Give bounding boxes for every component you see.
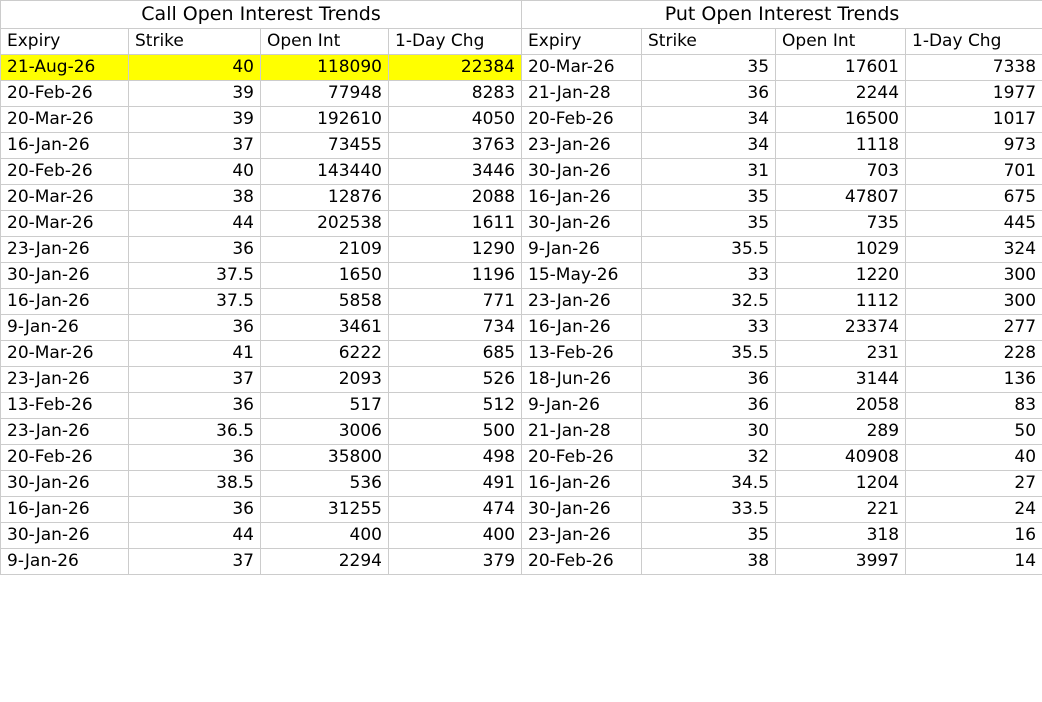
call-cell-expiry: 20-Mar-26: [1, 107, 129, 133]
put-cell-open_int: 1204: [776, 471, 906, 497]
call-cell-chg: 2088: [389, 185, 522, 211]
put-cell-expiry: 23-Jan-26: [522, 133, 642, 159]
call-cell-strike: 40: [129, 159, 261, 185]
call-cell-chg: 1196: [389, 263, 522, 289]
table-row[interactable]: [1, 133, 1042, 159]
put-cell-chg: 324: [906, 237, 1042, 263]
call-cell-expiry: 20-Mar-26: [1, 211, 129, 237]
put-cell-expiry: 30-Jan-26: [522, 497, 642, 523]
put-cell-open_int: 3144: [776, 367, 906, 393]
call-cell-chg: 1290: [389, 237, 522, 263]
put-cell-chg: 27: [906, 471, 1042, 497]
put-col-open-int[interactable]: Open Int: [776, 29, 906, 55]
put-cell-chg: 24: [906, 497, 1042, 523]
put-cell-expiry: 18-Jun-26: [522, 367, 642, 393]
call-cell-strike: 36.5: [129, 419, 261, 445]
put-cell-strike: 36: [642, 367, 776, 393]
table-row[interactable]: [1, 497, 1042, 523]
call-cell-open_int: 35800: [261, 445, 389, 471]
call-cell-open_int: 3461: [261, 315, 389, 341]
put-cell-expiry: 9-Jan-26: [522, 237, 642, 263]
call-cell-chg: 3763: [389, 133, 522, 159]
put-col-expiry[interactable]: Expiry: [522, 29, 642, 55]
table-body: [1, 55, 1042, 575]
put-cell-strike: 33.5: [642, 497, 776, 523]
call-cell-open_int: 2294: [261, 549, 389, 575]
put-cell-open_int: 289: [776, 419, 906, 445]
call-cell-chg: 400: [389, 523, 522, 549]
put-cell-expiry: 20-Feb-26: [522, 549, 642, 575]
put-cell-open_int: 318: [776, 523, 906, 549]
put-cell-chg: 1977: [906, 81, 1042, 107]
table-row[interactable]: [1, 55, 1042, 81]
call-cell-chg: 526: [389, 367, 522, 393]
call-cell-strike: 37: [129, 133, 261, 159]
put-cell-open_int: 1118: [776, 133, 906, 159]
put-cell-chg: 277: [906, 315, 1042, 341]
put-cell-open_int: 221: [776, 497, 906, 523]
call-cell-strike: 37.5: [129, 289, 261, 315]
call-cell-strike: 37: [129, 367, 261, 393]
call-cell-strike: 37: [129, 549, 261, 575]
table-row[interactable]: [1, 237, 1042, 263]
call-cell-expiry: 16-Jan-26: [1, 289, 129, 315]
put-cell-chg: 701: [906, 159, 1042, 185]
call-cell-strike: 40: [129, 55, 261, 81]
put-cell-open_int: 3997: [776, 549, 906, 575]
put-cell-strike: 35.5: [642, 341, 776, 367]
table-row[interactable]: [1, 549, 1042, 575]
put-cell-open_int: 1220: [776, 263, 906, 289]
put-cell-strike: 34.5: [642, 471, 776, 497]
call-cell-strike: 44: [129, 523, 261, 549]
put-cell-open_int: 1029: [776, 237, 906, 263]
call-cell-chg: 4050: [389, 107, 522, 133]
call-cell-open_int: 2109: [261, 237, 389, 263]
call-cell-chg: 734: [389, 315, 522, 341]
put-cell-expiry: 23-Jan-26: [522, 289, 642, 315]
table-row[interactable]: [1, 81, 1042, 107]
put-cell-open_int: 23374: [776, 315, 906, 341]
call-cell-expiry: 20-Feb-26: [1, 445, 129, 471]
call-cell-open_int: 2093: [261, 367, 389, 393]
table-row[interactable]: [1, 419, 1042, 445]
call-col-strike[interactable]: Strike: [129, 29, 261, 55]
call-cell-chg: 685: [389, 341, 522, 367]
call-cell-expiry: 20-Mar-26: [1, 341, 129, 367]
call-cell-expiry: 30-Jan-26: [1, 471, 129, 497]
call-cell-open_int: 517: [261, 393, 389, 419]
call-cell-strike: 38: [129, 185, 261, 211]
put-cell-strike: 35: [642, 185, 776, 211]
call-cell-open_int: 31255: [261, 497, 389, 523]
put-cell-expiry: 23-Jan-26: [522, 523, 642, 549]
call-cell-strike: 38.5: [129, 471, 261, 497]
put-cell-strike: 35: [642, 211, 776, 237]
call-cell-chg: 771: [389, 289, 522, 315]
put-cell-strike: 35: [642, 523, 776, 549]
call-cell-expiry: 20-Feb-26: [1, 81, 129, 107]
table-row[interactable]: [1, 367, 1042, 393]
call-col-expiry[interactable]: Expiry: [1, 29, 129, 55]
put-cell-chg: 675: [906, 185, 1042, 211]
call-cell-open_int: 118090: [261, 55, 389, 81]
call-cell-expiry: 23-Jan-26: [1, 367, 129, 393]
table-row[interactable]: [1, 211, 1042, 237]
put-cell-open_int: 1112: [776, 289, 906, 315]
table-row[interactable]: [1, 289, 1042, 315]
call-cell-open_int: 202538: [261, 211, 389, 237]
put-cell-expiry: 21-Jan-28: [522, 419, 642, 445]
call-cell-expiry: 13-Feb-26: [1, 393, 129, 419]
put-cell-chg: 7338: [906, 55, 1042, 81]
call-cell-strike: 36: [129, 497, 261, 523]
call-cell-open_int: 77948: [261, 81, 389, 107]
put-col-1day-chg[interactable]: 1-Day Chg: [906, 29, 1042, 55]
call-cell-open_int: 6222: [261, 341, 389, 367]
put-cell-expiry: 21-Jan-28: [522, 81, 642, 107]
call-cell-expiry: 20-Mar-26: [1, 185, 129, 211]
call-cell-open_int: 192610: [261, 107, 389, 133]
put-cell-expiry: 20-Feb-26: [522, 107, 642, 133]
put-cell-strike: 32: [642, 445, 776, 471]
put-cell-chg: 445: [906, 211, 1042, 237]
put-cell-expiry: 20-Mar-26: [522, 55, 642, 81]
put-cell-open_int: 735: [776, 211, 906, 237]
put-cell-chg: 973: [906, 133, 1042, 159]
column-header-row: [1, 29, 1042, 55]
put-cell-chg: 228: [906, 341, 1042, 367]
put-col-strike[interactable]: Strike: [642, 29, 776, 55]
call-cell-chg: 500: [389, 419, 522, 445]
put-cell-open_int: 2244: [776, 81, 906, 107]
call-cell-chg: 8283: [389, 81, 522, 107]
call-cell-chg: 1611: [389, 211, 522, 237]
put-cell-expiry: 16-Jan-26: [522, 471, 642, 497]
put-cell-expiry: 16-Jan-26: [522, 315, 642, 341]
call-cell-chg: 498: [389, 445, 522, 471]
put-cell-chg: 300: [906, 263, 1042, 289]
call-cell-strike: 44: [129, 211, 261, 237]
put-cell-expiry: 9-Jan-26: [522, 393, 642, 419]
put-cell-expiry: 15-May-26: [522, 263, 642, 289]
call-cell-open_int: 5858: [261, 289, 389, 315]
call-cell-expiry: 30-Jan-26: [1, 263, 129, 289]
put-cell-strike: 33: [642, 263, 776, 289]
call-cell-strike: 36: [129, 315, 261, 341]
group-header-row: [1, 1, 1042, 29]
put-cell-chg: 40: [906, 445, 1042, 471]
call-col-1day-chg[interactable]: 1-Day Chg: [389, 29, 522, 55]
call-cell-open_int: 143440: [261, 159, 389, 185]
put-cell-expiry: 16-Jan-26: [522, 185, 642, 211]
put-cell-open_int: 16500: [776, 107, 906, 133]
call-cell-strike: 36: [129, 445, 261, 471]
put-section-title: Put Open Interest Trends: [522, 1, 1042, 29]
call-cell-open_int: 12876: [261, 185, 389, 211]
put-cell-open_int: 17601: [776, 55, 906, 81]
table-row[interactable]: [1, 185, 1042, 211]
table-row[interactable]: [1, 159, 1042, 185]
put-cell-strike: 35: [642, 55, 776, 81]
call-cell-strike: 39: [129, 81, 261, 107]
call-cell-expiry: 30-Jan-26: [1, 523, 129, 549]
put-cell-chg: 1017: [906, 107, 1042, 133]
put-cell-strike: 35.5: [642, 237, 776, 263]
put-cell-strike: 33: [642, 315, 776, 341]
table-row[interactable]: [1, 263, 1042, 289]
put-cell-chg: 136: [906, 367, 1042, 393]
put-cell-expiry: 13-Feb-26: [522, 341, 642, 367]
put-cell-open_int: 40908: [776, 445, 906, 471]
table-row[interactable]: [1, 393, 1042, 419]
put-cell-chg: 14: [906, 549, 1042, 575]
put-cell-open_int: 703: [776, 159, 906, 185]
call-cell-chg: 474: [389, 497, 522, 523]
call-cell-expiry: 16-Jan-26: [1, 133, 129, 159]
table-row[interactable]: [1, 471, 1042, 497]
call-cell-expiry: 9-Jan-26: [1, 549, 129, 575]
call-cell-expiry: 9-Jan-26: [1, 315, 129, 341]
table-row[interactable]: [1, 315, 1042, 341]
put-cell-strike: 30: [642, 419, 776, 445]
call-cell-strike: 37.5: [129, 263, 261, 289]
call-cell-expiry: 21-Aug-26: [1, 55, 129, 81]
call-cell-strike: 36: [129, 237, 261, 263]
put-cell-chg: 83: [906, 393, 1042, 419]
put-cell-strike: 38: [642, 549, 776, 575]
call-col-open-int[interactable]: Open Int: [261, 29, 389, 55]
put-cell-strike: 36: [642, 393, 776, 419]
put-cell-chg: 300: [906, 289, 1042, 315]
put-cell-expiry: 30-Jan-26: [522, 159, 642, 185]
call-cell-open_int: 1650: [261, 263, 389, 289]
call-cell-open_int: 536: [261, 471, 389, 497]
call-cell-chg: 379: [389, 549, 522, 575]
call-cell-strike: 39: [129, 107, 261, 133]
call-cell-open_int: 3006: [261, 419, 389, 445]
call-cell-expiry: 20-Feb-26: [1, 159, 129, 185]
put-cell-strike: 31: [642, 159, 776, 185]
call-cell-strike: 41: [129, 341, 261, 367]
put-cell-open_int: 231: [776, 341, 906, 367]
call-cell-expiry: 16-Jan-26: [1, 497, 129, 523]
call-cell-chg: 491: [389, 471, 522, 497]
call-cell-expiry: 23-Jan-26: [1, 419, 129, 445]
put-cell-open_int: 2058: [776, 393, 906, 419]
call-cell-open_int: 73455: [261, 133, 389, 159]
put-cell-chg: 16: [906, 523, 1042, 549]
call-cell-strike: 36: [129, 393, 261, 419]
put-cell-open_int: 47807: [776, 185, 906, 211]
put-cell-expiry: 20-Feb-26: [522, 445, 642, 471]
call-cell-expiry: 23-Jan-26: [1, 237, 129, 263]
table-row[interactable]: [1, 341, 1042, 367]
call-cell-open_int: 400: [261, 523, 389, 549]
table-row[interactable]: [1, 445, 1042, 471]
put-cell-strike: 32.5: [642, 289, 776, 315]
table-row[interactable]: [1, 107, 1042, 133]
put-cell-strike: 34: [642, 107, 776, 133]
put-cell-chg: 50: [906, 419, 1042, 445]
put-cell-strike: 34: [642, 133, 776, 159]
put-cell-strike: 36: [642, 81, 776, 107]
call-cell-chg: 22384: [389, 55, 522, 81]
table-row[interactable]: [1, 523, 1042, 549]
call-cell-chg: 512: [389, 393, 522, 419]
put-cell-expiry: 30-Jan-26: [522, 211, 642, 237]
call-section-title: Call Open Interest Trends: [1, 1, 522, 29]
call-cell-chg: 3446: [389, 159, 522, 185]
